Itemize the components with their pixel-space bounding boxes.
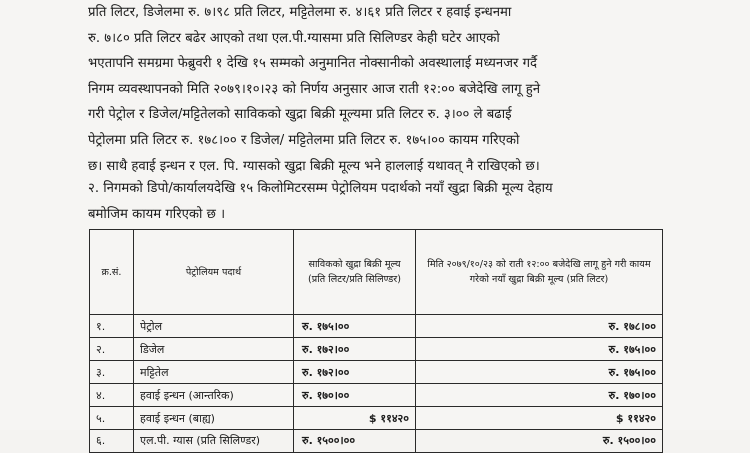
row-old-price: $ ११४२० — [294, 407, 416, 430]
header-old-price: साविकको खुद्रा बिक्री मूल्य (प्रति लिटर/प्रति सिलिण्डर) — [294, 230, 416, 315]
row-serial: १. — [90, 315, 134, 338]
paragraph-line: भएतापनि समग्रमा फेब्रुवरी १ देखि १५ सम्मको अनुमानित नोक्सानीको अवस्थालाई मध्यनजर गर्दै — [88, 56, 538, 72]
row-old-price: रु. १७५।०० — [294, 315, 416, 338]
row-product: पेट्रोल — [134, 315, 294, 338]
row-new-price: रु. १७५।०० — [416, 361, 663, 384]
table-row — [90, 361, 663, 384]
row-new-price: रु. १७५।०० — [416, 338, 663, 361]
table-row — [90, 430, 663, 453]
row-new-price: रु. १७८।०० — [416, 315, 663, 338]
header-serial: क्र.सं. — [90, 230, 134, 315]
row-product: एल.पी. ग्यास (प्रति सिलिण्डर) — [134, 430, 294, 453]
row-serial: ५. — [90, 407, 134, 430]
table-row — [90, 384, 663, 407]
table-row — [90, 407, 663, 430]
section-2-paragraph — [88, 176, 678, 227]
table-row — [90, 315, 663, 338]
row-old-price: रु. १७२।०० — [294, 361, 416, 384]
header-product: पेट्रोलियम पदार्थ — [134, 230, 294, 315]
row-product: डिजेल — [134, 338, 294, 361]
table-header-row — [90, 230, 663, 315]
paragraph-line: बमोजिम कायम गरिएको छ । — [88, 206, 226, 222]
row-new-price: $ ११४२० — [416, 407, 663, 430]
header-new-price: मिति २०७९/१०/२३ को राती १२:०० बजेदेखि लागू हुने गरी कायम गरेको नयाँ खुद्रा बिक्री मूल्य (प्रति लिटर) — [416, 230, 663, 315]
row-serial: ६. — [90, 430, 134, 453]
row-old-price: रु. १७२।०० — [294, 338, 416, 361]
price-table — [89, 229, 663, 453]
table-row — [90, 338, 663, 361]
paragraph-line: गरी पेट्रोल र डिजेल/मट्टितेलको साविकको खुद्रा बिक्री मूल्यमा प्रति लिटर रु. ३।०० ले बढाई — [88, 107, 512, 123]
row-new-price: रु. १५००।०० — [416, 430, 663, 453]
row-serial: ४. — [90, 384, 134, 407]
price-notice-paragraph — [88, 0, 678, 179]
paragraph-line: प्रति लिटर, डिजेलमा रु. ७।९८ प्रति लिटर, मट्टितेलमा रु. ४।६१ प्रति लिटर र हवाई इन्धनमा — [88, 5, 512, 20]
paragraph-line: २. निगमको डिपो/कार्यालयदेखि १५ किलोमिटरसम्म पेट्रोलियम पदार्थको नयाँ खुद्रा बिक्री मूल्य देहाय — [88, 181, 553, 196]
row-old-price: रु. १७०।०० — [294, 384, 416, 407]
paragraph-line: पेट्रोलमा प्रति लिटर रु. १७८।०० र डिजेल/ मट्टितेलमा प्रति लिटर रु. १७५।०० कायम गरिएको — [88, 132, 520, 148]
row-serial: ३. — [90, 361, 134, 384]
row-product: मट्टितेल — [134, 361, 294, 384]
paragraph-line: रु. ७।८० प्रति लिटर बढेर आएको तथा एल.पी.ग्यासमा प्रति सिलिण्डर केही घटेर आएको — [88, 30, 500, 46]
row-serial: २. — [90, 338, 134, 361]
row-product: हवाई इन्धन (बाह्य) — [134, 407, 294, 430]
row-new-price: रु. १७०।०० — [416, 384, 663, 407]
paragraph-line: छ। साथै हवाई इन्धन र एल. पि. ग्यासको खुद्रा बिक्री मूल्य भने हाललाई यथावत् नै राखिएको छ। — [88, 158, 540, 174]
row-old-price: रु. १५००।०० — [294, 430, 416, 453]
paragraph-line: निगम व्यवस्थापनको मिति २०७९।१०।२३ को निर्णय अनुसार आज राती १२:०० बजेदेखि लागू हुने — [88, 81, 541, 97]
row-product: हवाई इन्धन (आन्तरिक) — [134, 384, 294, 407]
